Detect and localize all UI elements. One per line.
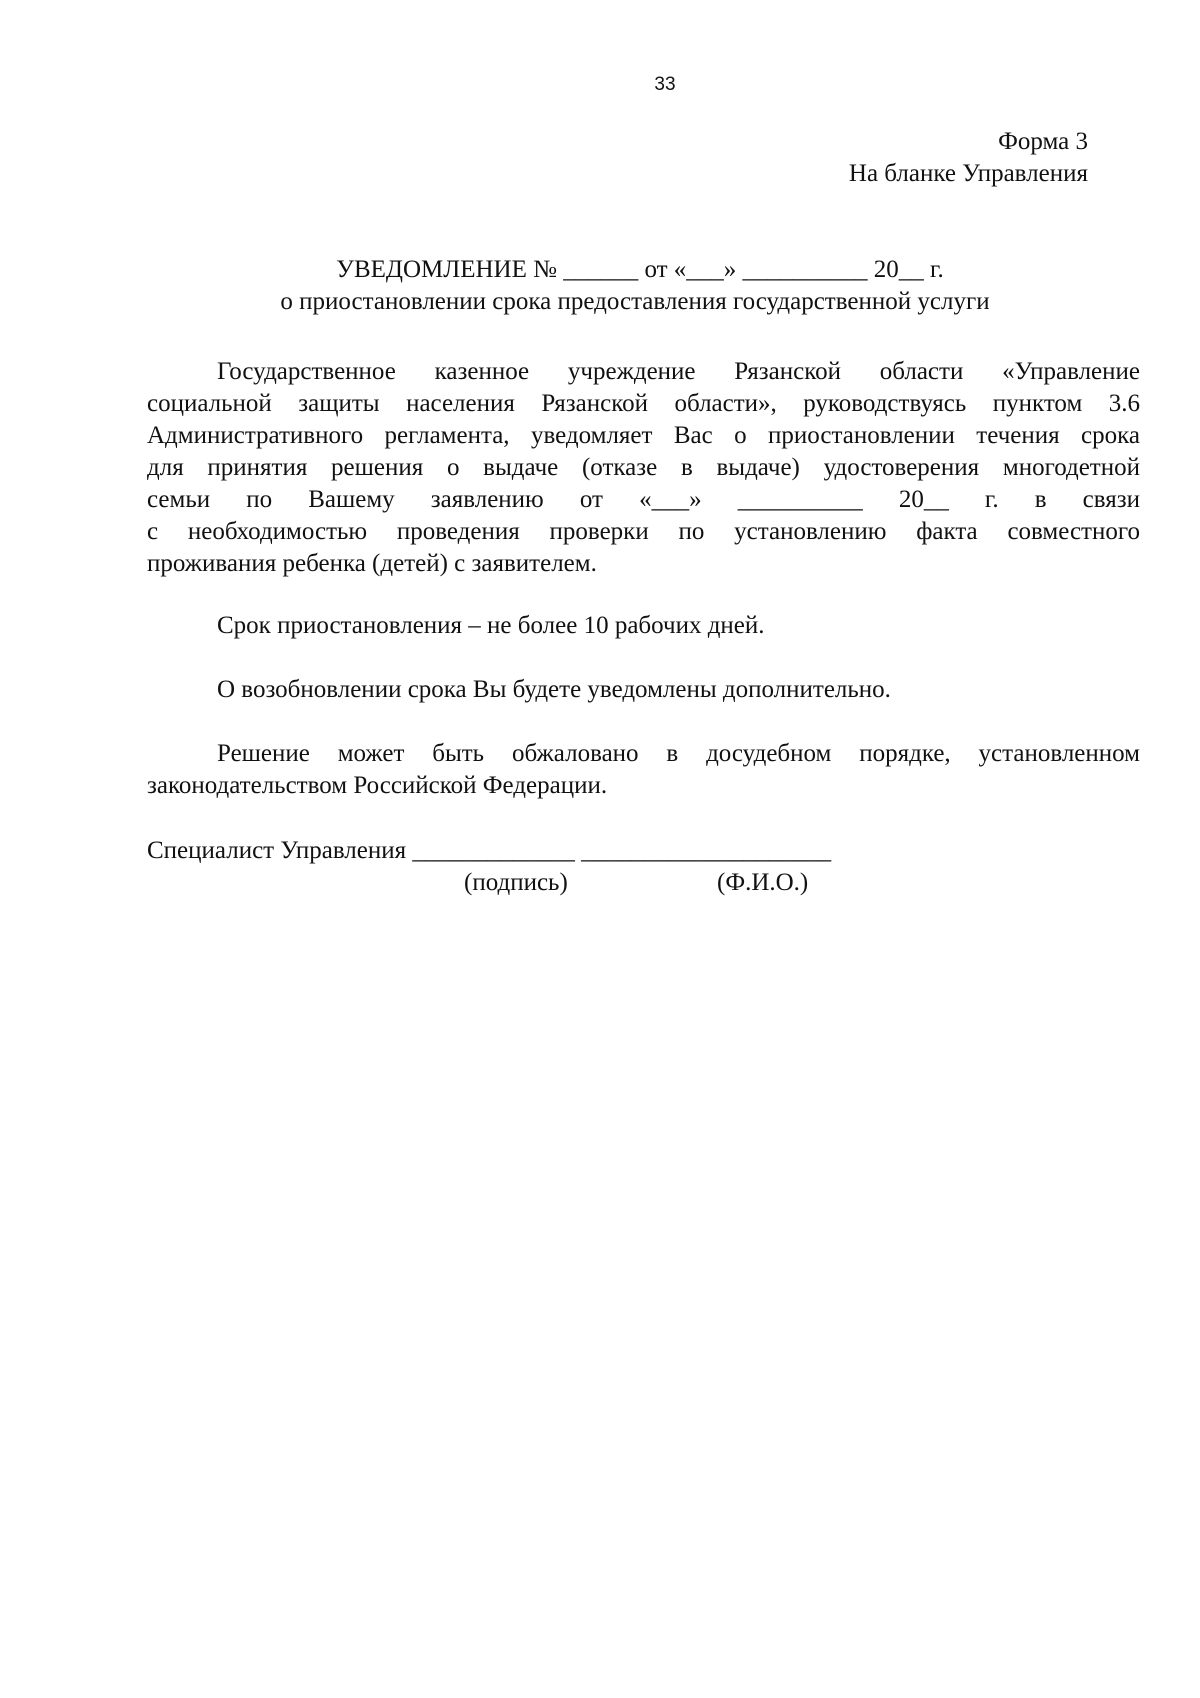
paragraph-main-line: Административного регламента, уведомляет Вас о приостановлении течения срока [147,422,1140,449]
notice-title [140,254,1130,318]
paragraph-main-line: проживания ребенка (детей) с заявителем. [147,550,597,577]
paragraph-main-line: для принятия решения о выдаче (отказе в выдаче) удостоверения многодетной [147,454,1140,481]
signature-line: Специалист Управления _____________ ____________________ [147,837,832,864]
paragraph-main [147,356,1140,580]
paragraph-main-line: семьи по Вашему заявлению от «___» __________ 20__ г. в связи [147,486,1140,513]
paragraph-appeal-line: Решение может быть обжаловано в досудебном порядке, установленном [217,740,1140,767]
page-number: 33 [654,74,676,95]
name-caption: (Ф.И.О.) [717,869,809,896]
paragraph-appeal [147,738,1140,802]
notice-title-line2: о приостановлении срока предоставления государственной услуги [280,288,990,315]
paragraph-main-line: социальной защиты населения Рязанской области», руководствуясь пунктом 3.6 [147,390,1140,417]
blank-note: На бланке Управления [848,160,1088,187]
form-label: Форма 3 [998,128,1088,155]
paragraph-resumption: О возобновлении срока Вы будете уведомлены дополнительно. [217,676,891,703]
notice-title-line1: УВЕДОМЛЕНИЕ № ______ от «___» __________ 20__ г. [336,256,944,283]
paragraph-suspension-term: Срок приостановления – не более 10 рабочих дней. [217,612,765,639]
paragraph-main-line: с необходимостью проведения проверки по установлению факта совместного [147,518,1140,545]
form-header [849,126,1088,190]
signature-block [147,835,947,899]
signature-caption: (подпись) [464,869,568,896]
paragraph-main-line: Государственное казенное учреждение Рязанской области «Управление [217,358,1140,385]
paragraph-appeal-line: законодательством Российской Федерации. [147,772,608,799]
